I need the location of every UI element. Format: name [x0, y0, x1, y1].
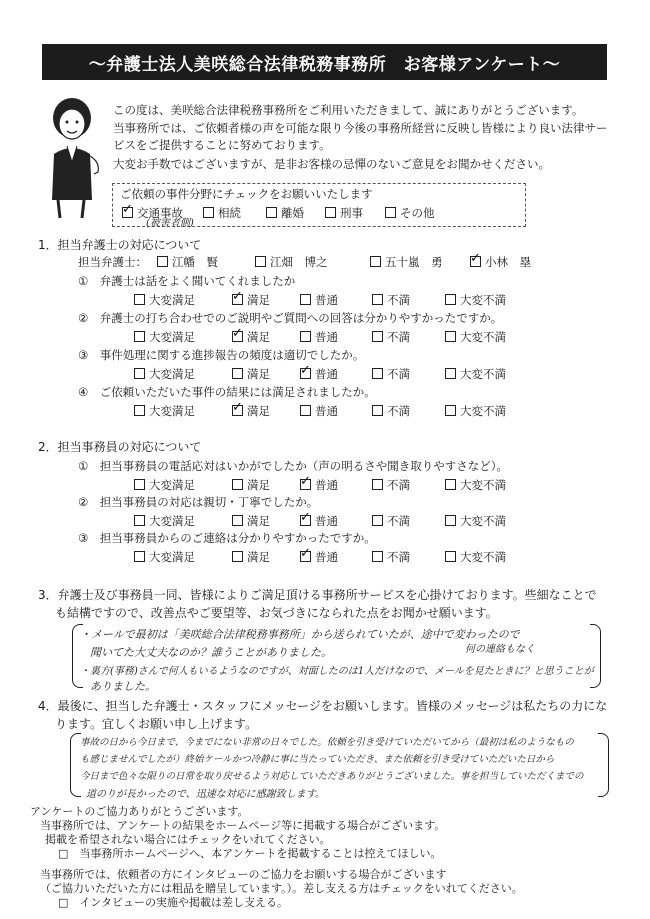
case-option-inheritance[interactable]: 相続 [203, 205, 241, 221]
message-bracket-right [598, 733, 609, 797]
rating-row-7-option-3[interactable]: ✓ 普通 [300, 549, 338, 565]
checkbox-icon [372, 331, 383, 342]
rating-row-1-option-1[interactable]: 大変満足 [134, 292, 195, 308]
rating-row-4-option-1[interactable]: 大変満足 [134, 403, 195, 419]
rating-row-6-option-4[interactable]: 不満 [372, 513, 410, 529]
rating-row-1-option-4[interactable]: 不満 [372, 292, 410, 308]
survey-title: ～弁護士法人美咲総合法律税務事務所 お客様アンケート～ [42, 44, 607, 80]
checkbox-icon [372, 405, 383, 416]
rating-row-6-option-5[interactable]: 大変不満 [445, 513, 506, 529]
s2-question-1: ① 担当事務員の電話応対はいかがでしたか（声の明るさや聞き取りやすさなど）。 [78, 459, 509, 473]
rating-row-4-option-2[interactable]: ✓ 満足 [232, 403, 270, 419]
section3-line-2: も結構ですので、改善点やご要望等、お気づきになられた点をお聞かせ願います。 [55, 606, 498, 620]
rating-row-7-option-2[interactable]: 満足 [232, 549, 270, 565]
rating-row-3-option-5[interactable]: 大変不満 [445, 366, 506, 382]
rating-row-6-option-2[interactable]: 満足 [232, 513, 270, 529]
checkbox-icon [445, 515, 456, 526]
checkbox-icon [134, 479, 145, 490]
s1-question-4: ④ ご依頼いただいた事件の結果には満足されましたか。 [78, 385, 376, 399]
checkbox-icon [300, 294, 311, 305]
footer-checkbox-no-publish[interactable]: □ 当事務所ホームページへ、本アンケートを掲載することは控えてほしい。 [58, 847, 442, 860]
lawyer-label: 担当弁護士： [78, 255, 147, 269]
lawyer-option-4[interactable]: ✓ 小林 塁 [470, 254, 531, 270]
rating-row-7-option-4[interactable]: 不満 [372, 549, 410, 565]
checkbox-icon [372, 515, 383, 526]
rating-row-3-option-4[interactable]: 不満 [372, 366, 410, 382]
intro-line-4: 大変お手数ではございますが、是非お客様の忌憚のないご意見をお聞かせください。 [113, 157, 550, 171]
s4-handwritten-1: 事故の日から今日まで、今までにない非常の日々でした。依頼を引き受けていただいてから（最初は私のようなもの [80, 737, 574, 748]
rating-row-4-option-3[interactable]: 普通 [300, 403, 338, 419]
checkbox-icon [370, 256, 381, 267]
footer-line-6: （ご協力いただいた方には粗品を贈呈しています。）。差し支える方はチェックをいれてください。 [40, 882, 523, 895]
s3-handwritten-5: ありました。 [90, 680, 156, 693]
footer-line-1: アンケートのご協力ありがとうございます。 [30, 805, 249, 818]
s4-handwritten-4: 道のりが長かったので、迅速な対応に感謝致します。 [86, 789, 325, 800]
checkbox-icon [372, 479, 383, 490]
s1-question-3: ③ 事件処理に関する進捗報告の頻度は適切でしたか。 [78, 348, 365, 362]
checkbox-icon [300, 331, 311, 342]
checkbox-icon [134, 405, 145, 416]
s2-question-2: ② 担当事務員の対応は親切・丁寧でしたか。 [78, 495, 319, 509]
checkbox-icon [134, 368, 145, 379]
section2-title: 2．担当事務員の対応について [38, 440, 202, 454]
rating-row-5-option-1[interactable]: 大変満足 [134, 477, 195, 493]
rating-row-7-option-5[interactable]: 大変不満 [445, 549, 506, 565]
lawyer-mascot-illustration [42, 92, 106, 222]
s3-handwritten-3: 聞いてた大丈夫なのか？誰うことがありました。 [90, 646, 332, 659]
checkbox-icon [232, 551, 243, 562]
rating-row-2-option-4[interactable]: 不満 [372, 329, 410, 345]
intro-line-2: 当事務所では、ご依頼者様の声を可能な限り今後の事務所経営に反映し皆様により良い法律サー [113, 121, 608, 135]
s4-handwritten-3: 今日まで色々な限りの日常を取り戻せるよう対応していただきありがとうございました。事を担当していただくまでの [80, 771, 584, 782]
section4-line-2: ります。宜しくお願い申し上げます。 [55, 717, 258, 731]
rating-row-3-option-3[interactable]: ✓ 普通 [300, 366, 338, 382]
case-option-divorce[interactable]: 離婚 [266, 205, 304, 221]
checkbox-icon [134, 331, 145, 342]
checkbox-icon [445, 294, 456, 305]
rating-row-4-option-4[interactable]: 不満 [372, 403, 410, 419]
checkbox-icon [232, 368, 243, 379]
rating-row-2-option-2[interactable]: ✓ 満足 [232, 329, 270, 345]
checkbox-icon [372, 368, 383, 379]
rating-row-5-option-5[interactable]: 大変不満 [445, 477, 506, 493]
checkbox-icon [300, 405, 311, 416]
s3-handwritten-4: ・裏方(事務)さんで何人もいるようなのですが、対面したのは1人だけなので、メールを見たときに？と思うことが [80, 666, 594, 677]
lawyer-option-2[interactable]: 江畑 博之 [255, 254, 328, 270]
case-option-traffic[interactable]: ✓交通事故 [122, 205, 183, 221]
rating-row-1-option-2[interactable]: ✓ 満足 [232, 292, 270, 308]
checkbox-icon [372, 551, 383, 562]
checkbox-icon [134, 515, 145, 526]
checkbox-icon [134, 294, 145, 305]
checkbox-icon [372, 294, 383, 305]
intro-line-1: この度は、美咲総合法律税務事務所をご利用いただきまして、誠にありがとうございます。 [113, 103, 584, 117]
lawyer-option-1[interactable]: 江幡 賢 [157, 254, 218, 270]
rating-row-6-option-1[interactable]: 大変満足 [134, 513, 195, 529]
section1-title: 1．担当弁護士の対応について [38, 238, 202, 252]
checkbox-icon [445, 405, 456, 416]
footer-line-5: 当事務所では、依頼者の方にインタビューのご協力をお願いする場合がございます [40, 868, 447, 881]
s4-handwritten-2: も感じませんでしたが）終始ケールかつ冷静に事に当たっていただき、また依頼を引き受けていただいた日から [80, 754, 555, 765]
checkbox-icon [445, 368, 456, 379]
rating-row-1-option-5[interactable]: 大変不満 [445, 292, 506, 308]
rating-row-3-option-2[interactable]: 満足 [232, 366, 270, 382]
s3-handwritten-2: 何の連絡もなく [465, 644, 535, 655]
checkbox-icon [122, 207, 133, 218]
rating-row-1-option-3[interactable]: 普通 [300, 292, 338, 308]
footer-checkbox-no-interview[interactable]: □ インタビューの実施や掲載は差し支える。 [58, 896, 288, 909]
lawyer-option-3[interactable]: 五十嵐 勇 [370, 254, 443, 270]
checkbox-icon [300, 368, 311, 379]
checkbox-icon [445, 479, 456, 490]
checkbox-icon [385, 207, 396, 218]
comment-bracket-right [590, 624, 601, 688]
checkbox-icon [203, 207, 214, 218]
checkbox-icon [255, 256, 266, 267]
checkbox-icon [266, 207, 277, 218]
footer-line-3: 掲載を希望されない場合にはチェックをいれてください。 [45, 833, 331, 846]
rating-row-2-option-5[interactable]: 大変不満 [445, 329, 506, 345]
s1-question-2: ② 弁護士の打ち合わせでのご説明やご質問への回答は分かりやすかったですか。 [78, 311, 503, 325]
rating-row-5-option-4[interactable]: 不満 [372, 477, 410, 493]
handwritten-victim-side-note: (被害者側) [146, 218, 194, 229]
case-option-other[interactable]: その他 [385, 205, 435, 221]
checkbox-icon [300, 515, 311, 526]
rating-row-4-option-5[interactable]: 大変不満 [445, 403, 506, 419]
checkbox-icon [232, 294, 243, 305]
rating-row-6-option-3[interactable]: ✓ 普通 [300, 513, 338, 529]
rating-row-5-option-3[interactable]: ✓ 普通 [300, 477, 338, 493]
rating-row-7-option-1[interactable]: 大変満足 [134, 549, 195, 565]
checkbox-icon [232, 331, 243, 342]
checkbox-icon [325, 207, 336, 218]
case-category-label: ご依頼の事件分野にチェックをお願いいたします [120, 187, 373, 201]
rating-row-2-option-3[interactable]: 普通 [300, 329, 338, 345]
checkbox-icon [300, 551, 311, 562]
checkbox-icon [300, 479, 311, 490]
s2-question-3: ③ 担当事務員からのご連絡は分かりやすかったですか。 [78, 531, 376, 545]
s3-handwritten-1: ・メールで最初は「美咲総合法律税務事務所」から送られていたが、途中で変わったので [80, 628, 520, 641]
section3-line-1: 3．弁護士及び事務員一同、皆様によりご満足頂ける事務所サービスを心掛けております。些細なことで [38, 588, 597, 602]
checkbox-icon [157, 256, 168, 267]
s1-question-1: ① 弁護士は話をよく聞いてくれましたか [78, 274, 296, 288]
footer-line-2: 当事務所では、アンケートの結果をホームページ等に掲載する場合がございます。 [40, 819, 446, 832]
section4-line-1: 4．最後に、担当した弁護士・スタッフにメッセージをお願いします。皆様のメッセージは私たちの力にな [38, 699, 608, 713]
rating-row-5-option-2[interactable]: 満足 [232, 477, 270, 493]
checkbox-icon [445, 331, 456, 342]
checkbox-icon [232, 405, 243, 416]
checkbox-icon [470, 256, 481, 267]
checkbox-icon [232, 515, 243, 526]
case-option-criminal[interactable]: 刑事 [325, 205, 363, 221]
intro-line-3: ビスをご提供することに努めております。 [113, 138, 331, 152]
checkbox-icon [134, 551, 145, 562]
rating-row-2-option-1[interactable]: 大変満足 [134, 329, 195, 345]
rating-row-3-option-1[interactable]: 大変満足 [134, 366, 195, 382]
checkbox-icon [445, 551, 456, 562]
checkbox-icon [232, 479, 243, 490]
